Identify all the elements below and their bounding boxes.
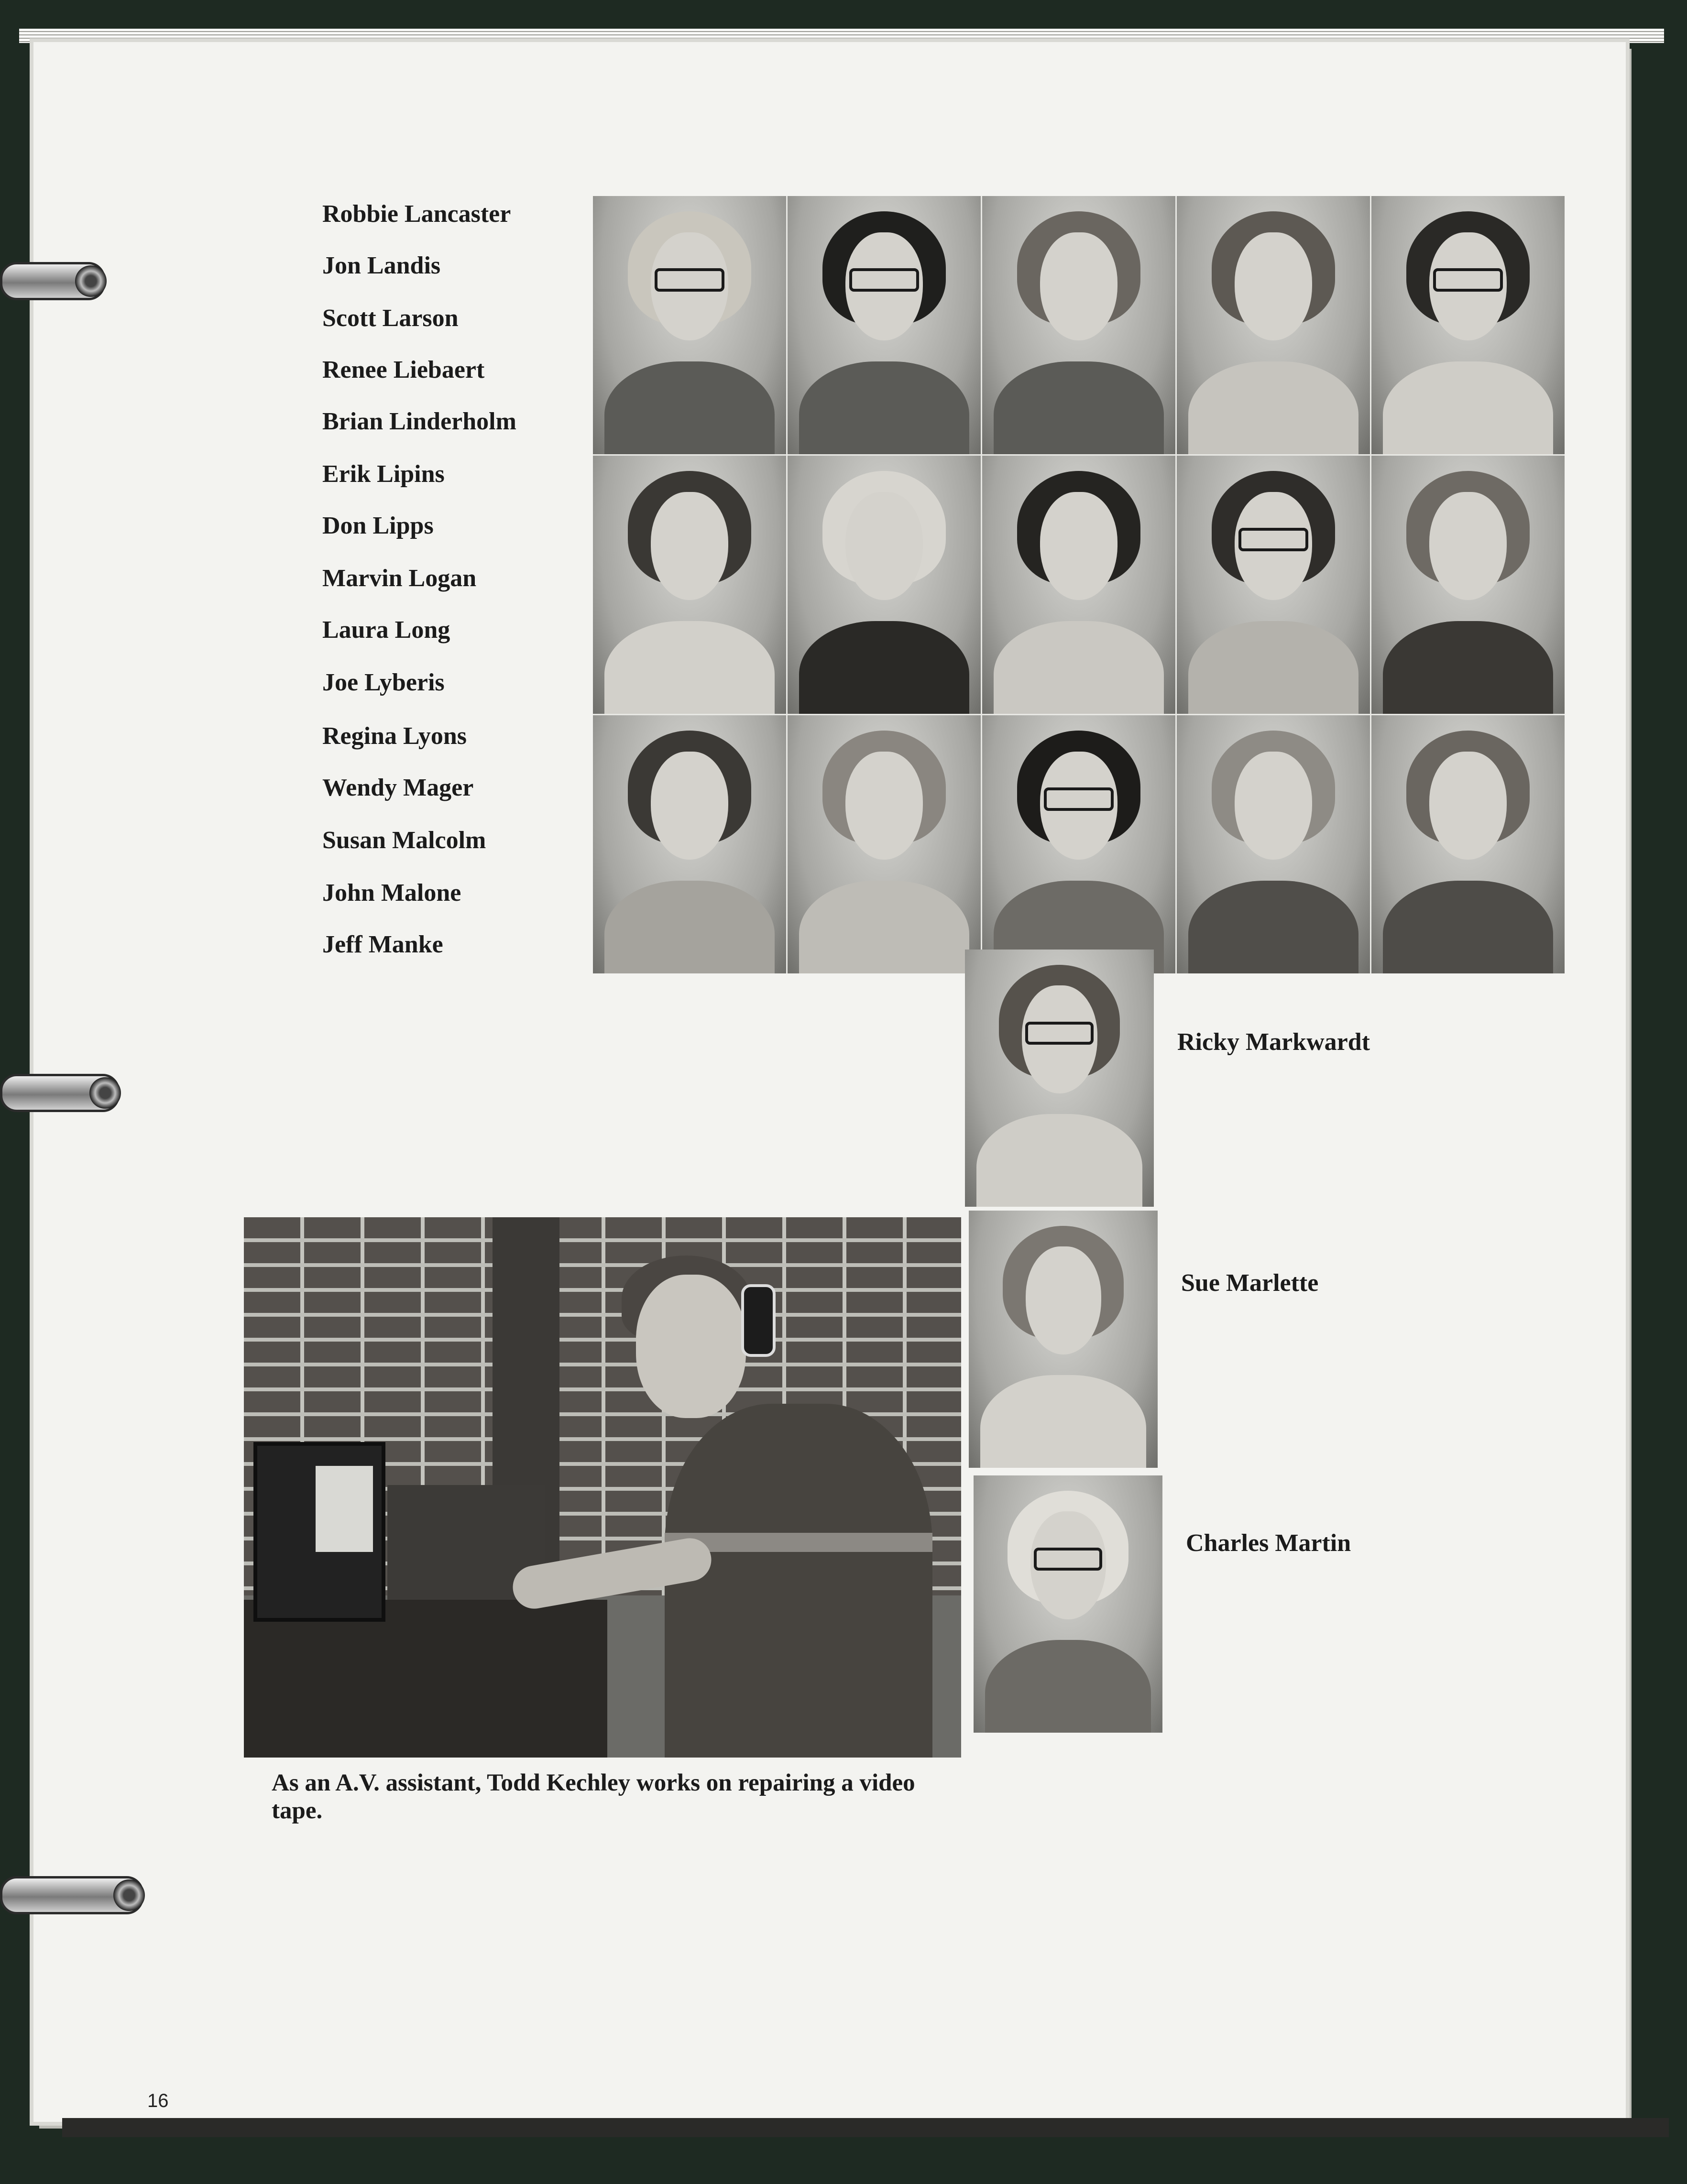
portrait-photo (788, 456, 981, 714)
portrait-photo (788, 715, 981, 973)
portrait-photo (1371, 715, 1565, 973)
page-stack-edge (19, 29, 1664, 43)
portrait-name: Sue Marlette (1181, 1269, 1319, 1297)
portrait-name: Charles Martin (1186, 1529, 1351, 1557)
student-name: Robbie Lancaster (322, 200, 511, 228)
portrait-photo (974, 1475, 1162, 1733)
page-number: 16 (147, 2090, 169, 2111)
student-name: Jon Landis (322, 252, 441, 279)
portrait-photo (982, 456, 1175, 714)
portrait-photo (1177, 196, 1370, 454)
student-name: Renee Liebaert (322, 356, 485, 383)
student-name: Erik Lipins (322, 460, 445, 488)
student-name: Marvin Logan (322, 565, 477, 592)
portrait-photo (593, 456, 786, 714)
binder-ring (0, 1074, 120, 1112)
portrait-photo (593, 715, 786, 973)
portrait-grid (593, 196, 1565, 973)
page-bottom-edge (62, 2118, 1669, 2137)
portrait-photo (1177, 456, 1370, 714)
portrait-photo (1371, 196, 1565, 454)
student-name: Susan Malcolm (322, 827, 486, 854)
student-name: Wendy Mager (322, 774, 474, 801)
binder-ring (0, 262, 105, 300)
portrait-photo (969, 1211, 1158, 1468)
photo-caption: As an A.V. assistant, Todd Kechley works on repairing a video tape. (272, 1769, 915, 1824)
student-name: Regina Lyons (322, 722, 467, 750)
yearbook-page (33, 42, 1626, 2122)
binder-ring (0, 1876, 143, 1914)
student-name: Laura Long (322, 616, 450, 644)
portrait-photo (593, 196, 786, 454)
portrait-photo (982, 196, 1175, 454)
portrait-photo (982, 715, 1175, 973)
portrait-photo (1371, 456, 1565, 714)
student-name: John Malone (322, 879, 461, 906)
candid-photo (244, 1217, 961, 1758)
portrait-photo (965, 950, 1154, 1207)
student-name: Scott Larson (322, 305, 459, 332)
portrait-photo (1177, 715, 1370, 973)
student-name: Brian Linderholm (322, 408, 516, 435)
portrait-photo (788, 196, 981, 454)
student-name: Joe Lyberis (322, 669, 445, 696)
portrait-name: Ricky Markwardt (1177, 1028, 1370, 1056)
student-name: Don Lipps (322, 512, 434, 539)
student-name: Jeff Manke (322, 931, 443, 958)
